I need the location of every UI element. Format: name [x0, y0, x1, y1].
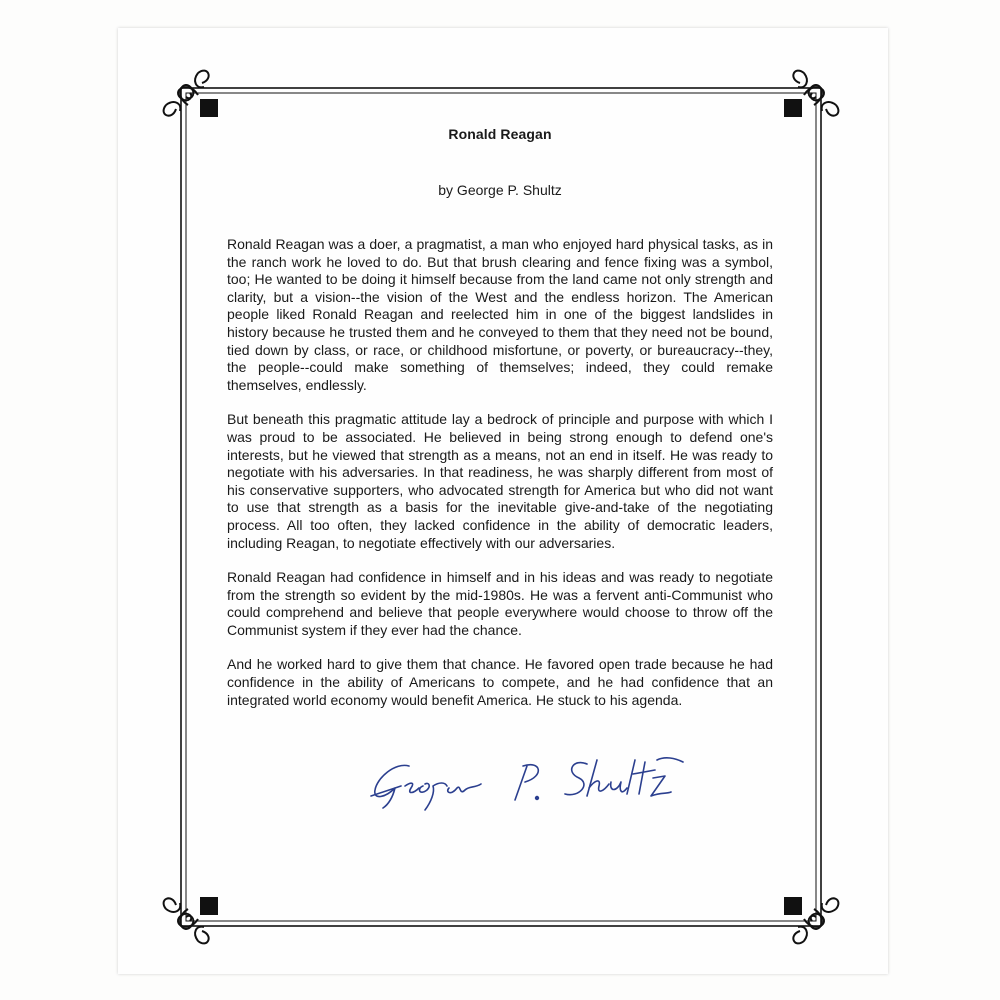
paragraph-4: And he worked hard to give them that chance. He favored open trade because he had confidence in the ability of Americans to compete, and he had confidence that an integrated world economy would benefit America. He stuck to his agenda. — [227, 656, 773, 708]
document-byline: by George P. Shultz — [438, 182, 562, 198]
handwritten-signature — [365, 752, 695, 812]
paragraph-2: But beneath this pragmatic attitude lay a bedrock of principle and purpose with which I was proud to be associated. He believed in being strong enough to defend one's interests, but he viewed that strength as a means, not an end in itself. He was ready to negotiate with his adversaries. In that readiness, he was sharply different from most of his conservative supporters, who advocated strength for America but who did not want to use that strength as a basis for the inevitable give-and-take of the negotiating process. All too often, they lacked confidence in the ability of democratic leaders, including Reagan, to negotiate effectively with our adversaries. — [227, 411, 773, 551]
document-title: Ronald Reagan — [448, 126, 552, 142]
paragraph-1: Ronald Reagan was a doer, a pragmatist, a man who enjoyed hard physical tasks, as in the ranch work he loved to do. But that brush clearing and fence fixing was a symbol, too; He wanted to be doing it himself because from the land came not only strength and clarity, but a vision--the vision of the West and the endless horizon. The American people liked Ronald Reagan and reelected him in one of the biggest landslides in history because he trusted them and he conveyed to them that they need not be bound, tied down by class, or race, or childhood misfortune, or poverty, or bureaucracy--they, the people--could make something of themselves; indeed, they could remake themselves, endlessly. — [227, 236, 773, 393]
document-body — [227, 126, 773, 726]
paragraph-3: Ronald Reagan had confidence in himself and in his ideas and was ready to negotiate from the strength so evident by the mid-1980s. He was a fervent anti-Communist who could comprehend and believe that people everywhere would choose to throw off the Communist system if they ever had the chance. — [227, 569, 773, 638]
